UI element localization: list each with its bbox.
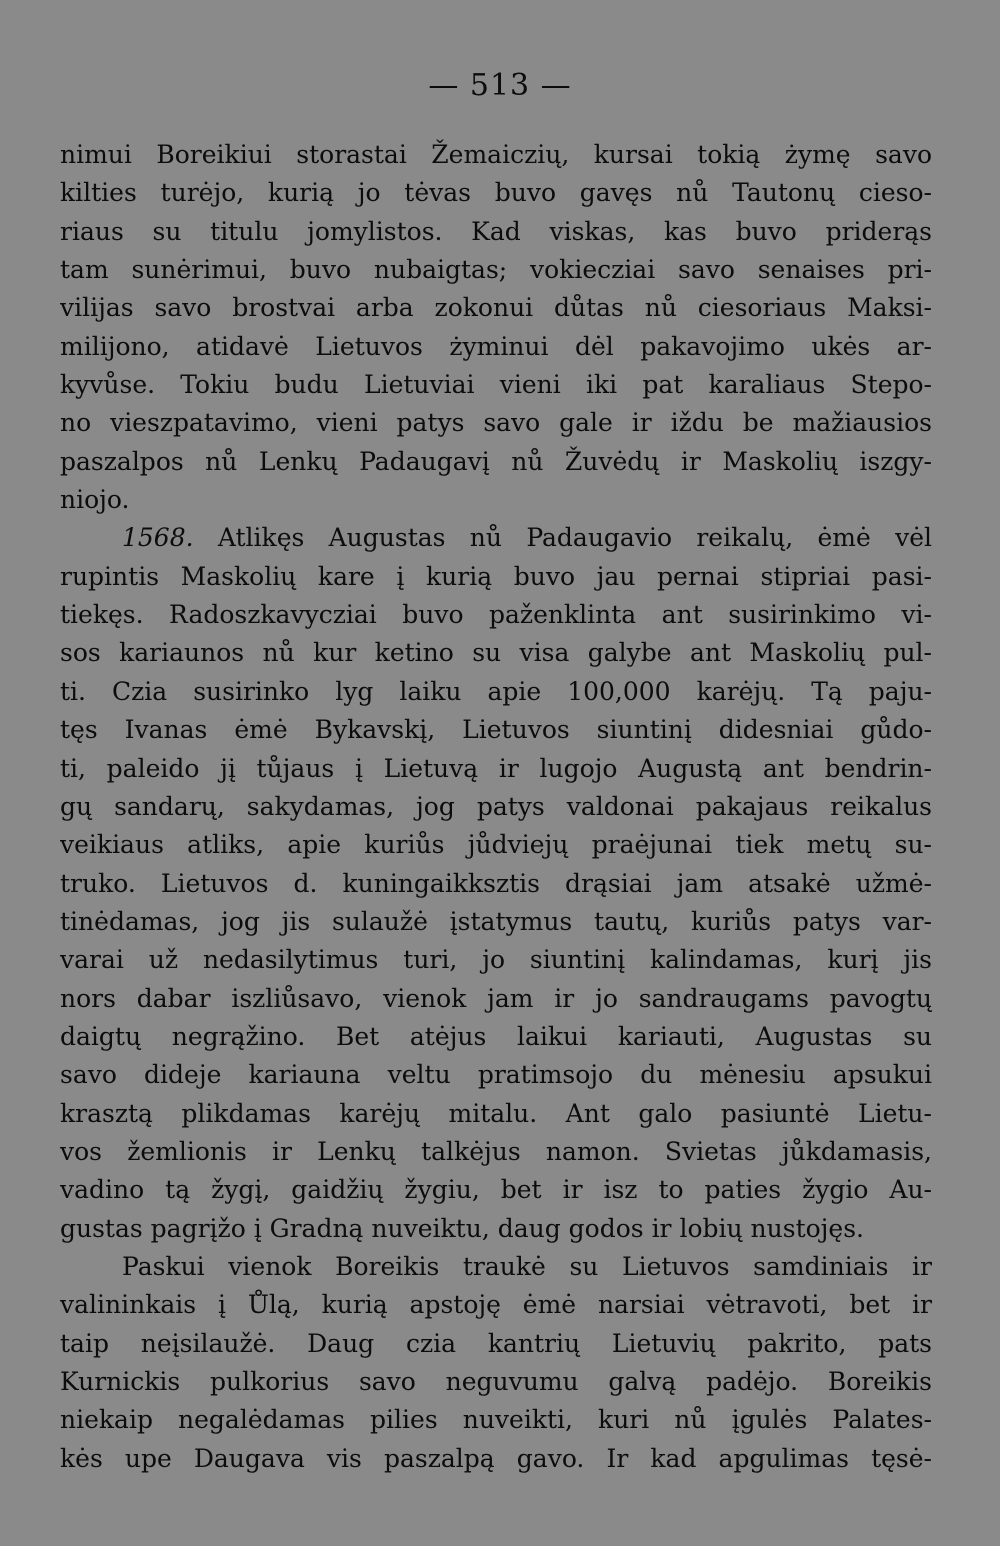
line-text: daigtų negrąžino. Bet atėjus laikui kariauti, Augustas su	[60, 1021, 932, 1051]
line-text: paszalpos nů Lenkų Padaugavį nů Žuvėdų ir Maskolių iszgy-	[60, 446, 932, 476]
line-text: varai už nedasilytimus turi, jo siuntinį kalindamas, kurį jis	[60, 945, 932, 975]
line-text: taip neįsilaužė. Daug czia kantrių Lietuvių pakrito, pats	[60, 1328, 932, 1358]
text-line	[60, 1056, 932, 1094]
text-line	[60, 443, 932, 481]
line-text: kyvůse. Tokiu budu Lietuviai vieni iki pat karaliaus Stepo-	[60, 370, 932, 400]
line-text: nors dabar iszliůsavo, vienok jam ir jo sandraugams pavogtų	[60, 983, 932, 1013]
text-line	[60, 1325, 932, 1363]
text-line	[60, 1210, 932, 1248]
text-line	[60, 865, 932, 903]
line-text: gustas pagrįžo į Gradną nuveiktu, daug godos ir lobių nustojęs.	[60, 1213, 865, 1243]
line-text: tinėdamas, jog jis sulaužė įstatymus tautų, kuriůs patys var-	[60, 906, 932, 936]
text-line	[60, 136, 932, 174]
line-text: truko. Lietuvos d. kuningaikksztis drąsiai jam atsakė užmė-	[60, 868, 932, 898]
text-line	[60, 1018, 932, 1056]
text-line	[60, 251, 932, 289]
line-text: Kurnickis pulkorius savo neguvumu galvą padėjo. Boreikis	[60, 1367, 932, 1396]
text-line	[60, 903, 932, 941]
line-text: vadino tą žygį, gaidžių žygiu, bet ir isz to paties žygio Au-	[60, 1175, 932, 1205]
line-text: Paskui vienok Boreikis traukė su Lietuvos samdiniais ir	[122, 1251, 932, 1281]
line-text: kės upe Daugava vis paszalpą gavo. Ir kad apgulimas tęsė-	[60, 1443, 932, 1473]
page-number: — 513 —	[428, 68, 572, 103]
text-line	[60, 941, 932, 979]
text-line	[60, 174, 932, 212]
text-line	[60, 558, 932, 596]
line-text: riaus su titulu jomylistos. Kad viskas, kas buvo priderąs	[60, 216, 932, 246]
text-line	[60, 1248, 932, 1286]
text-line	[60, 980, 932, 1018]
line-text: Atlikęs Augustas nů Padaugavio reikalų, ėmė vėl	[217, 523, 932, 553]
text-line	[60, 1440, 932, 1478]
text-line	[60, 1286, 932, 1324]
line-text: ti, paleido jį tůjaus į Lietuvą ir lugojo Augustą ant bendrin-	[60, 753, 932, 783]
text-line	[60, 788, 932, 826]
line-text: tiekęs. Radoszkavycziai buvo paženklinta ant susirinkimo vi-	[60, 600, 932, 630]
line-text: milijono, atidavė Lietuvos żyminui dėl pakavojimo ukės ar-	[60, 331, 932, 361]
line-text: rupintis Maskolių kare į kurią buvo jau pernai stipriai pasi-	[60, 561, 932, 591]
text-line	[60, 1363, 932, 1401]
text-line	[60, 519, 932, 557]
line-text: niekaip negalėdamas pilies nuveikti, kuri nů įgulės Palates-	[60, 1405, 932, 1435]
line-text: ti. Czia susirinko lyg laiku apie 100,000 karėjų. Tą paju-	[60, 676, 932, 706]
year-marker: 1568.	[122, 523, 194, 553]
line-text: vos žemlionis ir Lenkų talkėjus namon. Svietas jůkdamasis,	[60, 1136, 932, 1166]
text-line	[60, 596, 932, 634]
line-text: savo dideje kariauna veltu pratimsojo du mėnesiu apsukui	[60, 1060, 932, 1090]
line-text: tam sunėrimui, buvo nubaigtas; vokiecziai savo senaises pri-	[60, 255, 932, 285]
text-line	[60, 366, 932, 404]
line-text: veikiaus atliks, apie kuriůs jůdviejų praėjunai tiek metų su-	[60, 830, 932, 860]
line-text: nimui Boreikiui storastai Žemaiczių, kursai tokią żymę savo	[60, 140, 932, 169]
line-text: krasztą plikdamas karėjų mitalu. Ant galo pasiuntė Lietu-	[60, 1098, 932, 1128]
text-line	[60, 1401, 932, 1439]
text-line	[60, 1171, 932, 1209]
text-line	[60, 404, 932, 442]
text-line	[60, 673, 932, 711]
text-line	[60, 1133, 932, 1171]
text-line	[60, 750, 932, 788]
line-text: sos kariaunos nů kur ketino su visa galybe ant Maskolių pul-	[60, 638, 932, 668]
line-text: gų sandarų, sakydamas, jog patys valdonai pakajaus reikalus	[60, 791, 932, 821]
line-text: vilijas savo brostvai arba zokonui důtas nů ciesoriaus Maksi-	[60, 293, 932, 323]
text-line	[60, 1095, 932, 1133]
line-text: kilties turėjo, kurią jo tėvas buvo gavęs nů Tautonų cieso-	[60, 178, 932, 208]
body-text	[60, 136, 932, 1478]
text-line	[60, 711, 932, 749]
line-text: no vieszpatavimo, vieni patys savo gale ir iždu be mažiausios	[60, 408, 932, 438]
text-line	[60, 634, 932, 672]
text-line	[60, 289, 932, 327]
text-line	[60, 213, 932, 251]
line-text: tęs Ivanas ėmė Bykavskį, Lietuvos siuntinį didesniai gůdo-	[60, 715, 932, 745]
text-line	[60, 481, 932, 519]
line-text: valininkais į Ůlą, kurią apstoję ėmė narsiai vėtravoti, bet ir	[60, 1290, 932, 1320]
text-line	[60, 328, 932, 366]
text-line	[60, 826, 932, 864]
line-text: niojo.	[60, 485, 130, 515]
